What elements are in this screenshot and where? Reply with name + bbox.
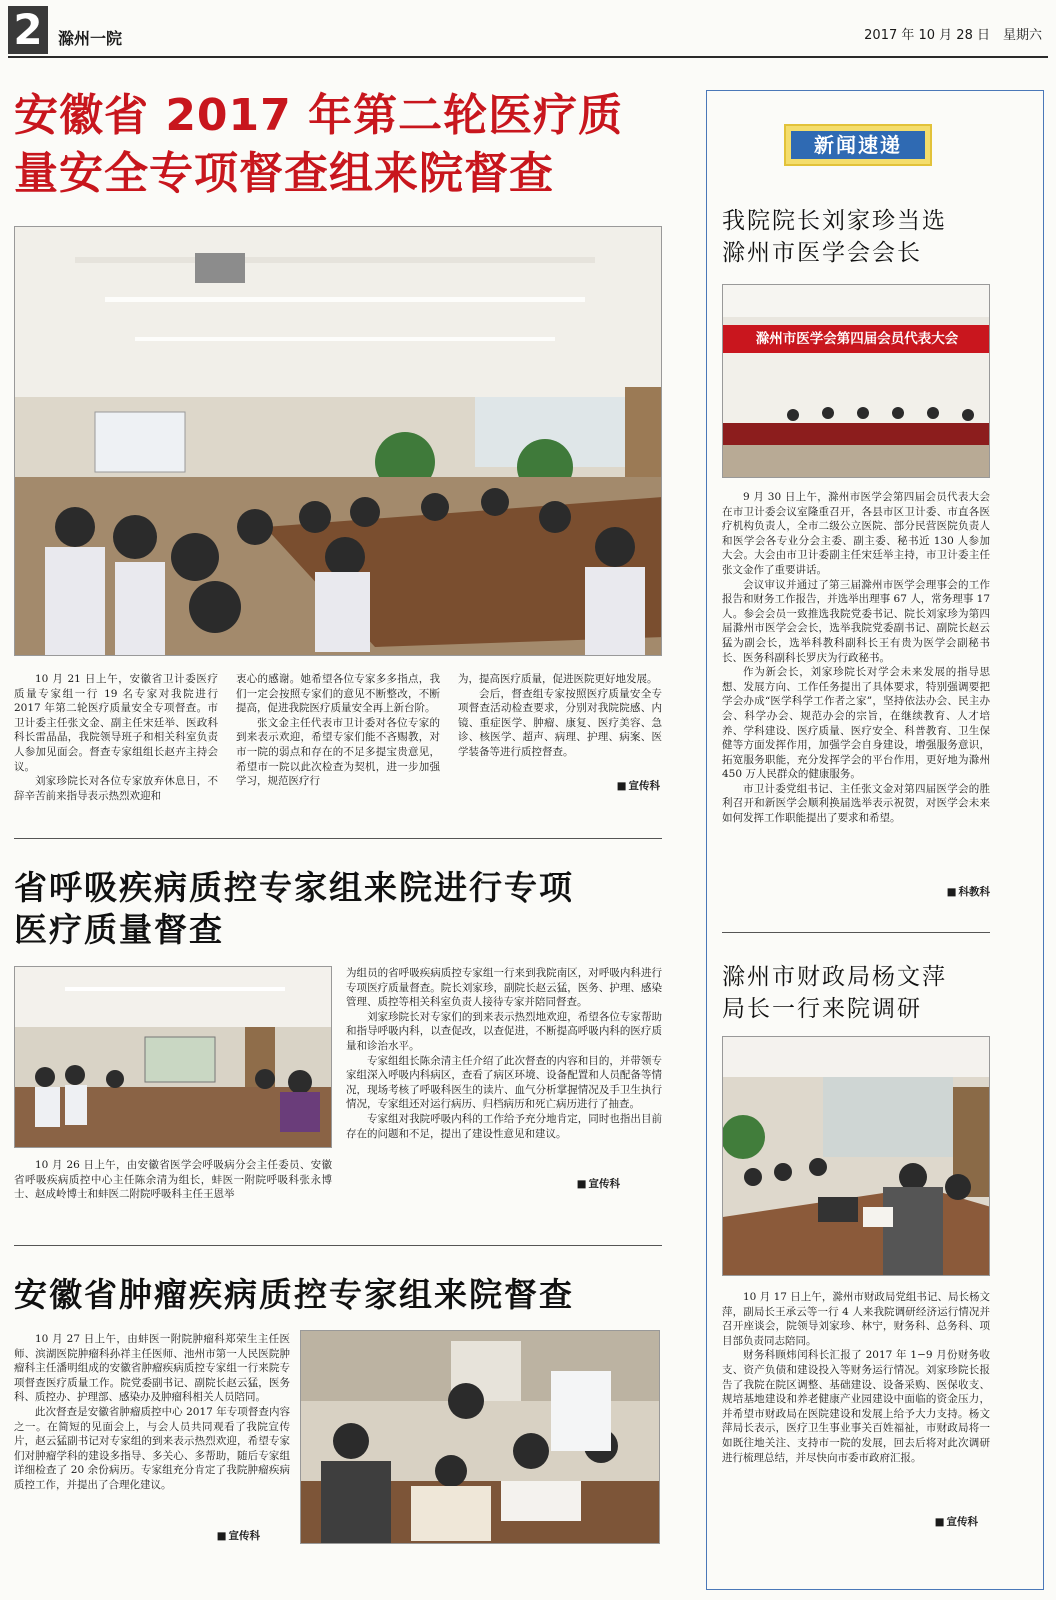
paragraph: 作为新会长，刘家珍院长对学会未来发展的指导思想、发展方向、工作任务提出了具体要求，特别强调要把学会办成“医学科学工作者之家”，坚持依法办会、民主办会、科学办会、规范办会的宗旨，在继续教育、人才培养、学科建设、医疗质量、医疗安全、科普教育、卫生保健等方面发挥作用，加强学会自身建设，增强服务意识，拓宽服务职能，充分发挥学会的平台作用，更好地为滁州 450 万人民群众的健康服务。 bbox=[722, 666, 990, 781]
article1-title-line2: 量安全专项督查组来院督查 bbox=[14, 148, 554, 199]
paragraph: 为组员的省呼吸疾病质控专家组一行来到我院南区，对呼吸内科进行专项医疗质量督查。院长刘家珍，副院长赵云猛，医务、护理、感染管理、质控等相关科室负责人接待专家并陪同督查。 bbox=[346, 967, 662, 1009]
article1-photo bbox=[14, 226, 662, 656]
article2-col-right bbox=[346, 966, 662, 1141]
sidebar-story1-title-line2: 滁州市医学会会长 bbox=[722, 240, 922, 266]
paragraph: 9 月 30 日上午，滁州市医学会第四届会员代表大会在市卫计委会议室隆重召开，各县市区卫计委、市直各医疗机构负责人，全市二级公立医院、部分民营医院负责人和医学会各专业分会主委、副主委、秘书近 130 人参加大会。大会由市卫计委副主任宋廷举主持，市卫计委主任张文金作了重要讲话。 bbox=[722, 491, 990, 576]
article1-col3 bbox=[458, 672, 662, 760]
article2-photo bbox=[14, 966, 332, 1148]
header-rule bbox=[8, 56, 1048, 58]
article2-byline: ■ 宣传科 bbox=[520, 1176, 620, 1191]
assembly-banner: 滁州市医学会第四届会员代表大会 bbox=[755, 331, 959, 347]
page-number: 2 bbox=[8, 6, 48, 54]
paragraph: 会后，督查组专家按照医疗质量安全专项督查活动检查要求，分别对我院院感、内镜、重症医学、肿瘤、康复、医疗美容、急诊、核医学、超声、病理、护理、病案、医学装备等进行质控督查。 bbox=[458, 687, 662, 758]
article2-title-line1: 省呼吸疾病质控专家组来院进行专项 bbox=[14, 868, 574, 907]
article3-photo bbox=[300, 1330, 660, 1544]
paragraph: 10 月 21 日上午，安徽省卫计委医疗质量专家组一行 19 名专家对我院进行 2017 年第二轮医疗质量安全专项督查。市卫计委主任张文金、副主任宋廷举、医政科科长雷晶晶，我院领导班子和相关科室负责人参加见面会。督查专家组组长赵卉主持会议。 bbox=[14, 673, 218, 773]
meeting-illustration bbox=[723, 1037, 990, 1276]
assembly-illustration bbox=[723, 285, 990, 478]
sidebar-story1-text bbox=[722, 490, 990, 826]
paragraph: 张文金主任代表市卫计委对各位专家的到来表示欢迎，希望专家们能不吝赐教，对市一院的弱点和存在的不足多提宝贵意见，希望市一院以此次检查为契机，进一步加强学习，规范医疗行 bbox=[236, 716, 440, 788]
sidebar-story1-byline: ■ 科教科 bbox=[890, 884, 990, 899]
paragraph: 10 月 27 日上午，由蚌医一附院肿瘤科郑荣生主任医师、滨湖医院肿瘤科孙祥主任医师、池州市第一人民医院肿瘤科主任潘明组成的安徽省肿瘤疾病质控专家组一行来院专项督查医疗质量工作。院党委副书记、副院长赵云猛，医务科、质控办、护理部、感染办及肿瘤科相关人员陪同。 bbox=[14, 1333, 290, 1404]
article1-col1 bbox=[14, 672, 218, 803]
issue-date: 2017 年 10 月 28 日 星期六 bbox=[864, 28, 1042, 43]
news-express-label: 新闻速递 bbox=[791, 131, 925, 159]
paragraph: 此次督查是安徽省肿瘤质控中心 2017 年专项督查内容之一。在简短的见面会上，与会人员共同观看了我院宣传片，赵云猛副书记对专家组的到来表示热烈欢迎，希望专家们对肿瘤学科的建设多指导、多关心、多帮助，随后专家组详细检查了 20 余份病历。专家组充分肯定了我院肿瘤疾病质控工作，并提出了合理化建议。 bbox=[14, 1405, 290, 1491]
sidebar-story2-text bbox=[722, 1290, 990, 1465]
paragraph: 衷心的感谢。她希望各位专家多多指点，我们一定会按照专家们的意见不断整改，不断提高，促进我院医疗质量安全再上新台阶。 bbox=[236, 673, 440, 715]
sidebar-story1-photo bbox=[722, 284, 990, 478]
article2-title-line2: 医疗质量督查 bbox=[14, 910, 224, 949]
article3-title: 安徽省肿瘤疾病质控专家组来院督查 bbox=[14, 1275, 574, 1314]
sidebar-story1-title-line1: 我院院长刘家珍当选 bbox=[722, 208, 947, 234]
meeting-room-illustration bbox=[15, 227, 662, 656]
sidebar-story2-byline: ■ 宣传科 bbox=[878, 1514, 978, 1529]
paragraph: 10 月 26 日上午，由安徽省医学会呼吸病分会主任委员、安徽省呼吸疾病质控中心主任陈余清为组长，蚌医一附院呼吸科张永博士、赵成岭博士和蚌医二附院呼吸科主任王恩举 bbox=[14, 1159, 332, 1201]
section-divider bbox=[14, 1245, 662, 1246]
paragraph: 刘家珍院长对各位专家放弃休息日，不辞辛苦前来指导表示热烈欢迎和 bbox=[14, 775, 218, 802]
article1-col2 bbox=[236, 672, 440, 789]
paragraph: 10 月 17 日上午，滁州市财政局党组书记、局长杨文萍，副局长王承云等一行 4 人来我院调研经济运行情况并召开座谈会，院领导刘家珍、林宁，财务科、总务科、项目部负责同志陪同。 bbox=[722, 1291, 990, 1347]
sidebar-story2-title-line1: 滁州市财政局杨文萍 bbox=[722, 964, 947, 990]
paragraph: 会议审议并通过了第三届滁州市医学会理事会的工作报告和财务工作报告，并选举出理事 67 人，常务理事 17 人。参会会员一致推选我院党委书记、院长刘家珍为第四届滁州市医学会会长，选举我院党委副书记、副院长赵云猛为副会长，选举科教科副科长王有贵为医学会副秘书长、医务科副科长罗庆为行政秘书。 bbox=[722, 578, 990, 664]
sidebar-story2-photo bbox=[722, 1036, 990, 1276]
news-express-badge bbox=[784, 124, 932, 166]
sidebar-divider bbox=[722, 932, 990, 933]
paragraph: 专家组对我院呼吸内科的工作给予充分地肯定，同时也指出目前存在的问题和不足，提出了建设性意见和建议。 bbox=[346, 1112, 662, 1140]
paragraph: 市卫计委党组书记、主任张文金对第四届医学会的胜利召开和新医学会顺利换届选举表示祝贺，对医学会未来如何发挥工作职能提出了要求和希望。 bbox=[722, 782, 990, 825]
article3-byline: ■ 宣传科 bbox=[160, 1528, 260, 1543]
inspection-illustration bbox=[301, 1331, 660, 1544]
article2-col-left bbox=[14, 1158, 332, 1202]
article1-byline: ■ 宣传科 bbox=[560, 778, 660, 793]
article1-title-line1: 安徽省 2017 年第二轮医疗质 bbox=[14, 90, 624, 141]
conference-illustration bbox=[15, 967, 332, 1148]
section-divider bbox=[14, 838, 662, 839]
newspaper-name: 滁州一院 bbox=[58, 29, 123, 48]
paragraph: 为，提高医疗质量，促进医院更好地发展。 bbox=[458, 673, 658, 685]
paragraph: 刘家珍院长对专家们的到来表示热烈地欢迎，希望各位专家帮助和指导呼吸内科，以查促改，以查促进，不断提高呼吸内科的医疗质量和诊治水平。 bbox=[346, 1010, 662, 1052]
paragraph: 专家组组长陈余清主任介绍了此次督查的内容和目的，并带领专家组深入呼吸内科病区，查看了病区环境、设备配置和人员配备等情况，现场考核了呼吸科医生的读片、血气分析掌握情况及手卫生执行情况，专家组还对运行病历、归档病历和死亡病历进行了抽查。 bbox=[346, 1054, 662, 1111]
sidebar-story2-title-line2: 局长一行来院调研 bbox=[722, 996, 922, 1022]
paragraph: 财务科顾炜闰科长汇报了 2017 年 1−9 月份财务收支、资产负债和建设投入等财务运行情况。刘家珍院长报告了我院在院区调整、基础建设、设备采购、医保收支、规培基地建设和养老健康产业园建设中面临的资金压力，并希望市财政局在医院建设和发展上给予大力支持。杨文萍局长表示，医疗卫生事业事关百姓福祉，市财政局将一如既往地关注、支持市一院的发展，回去后将对此次调研进行梳理总结，并尽快向市委市政府汇报。 bbox=[722, 1349, 990, 1464]
article3-col bbox=[14, 1332, 290, 1493]
